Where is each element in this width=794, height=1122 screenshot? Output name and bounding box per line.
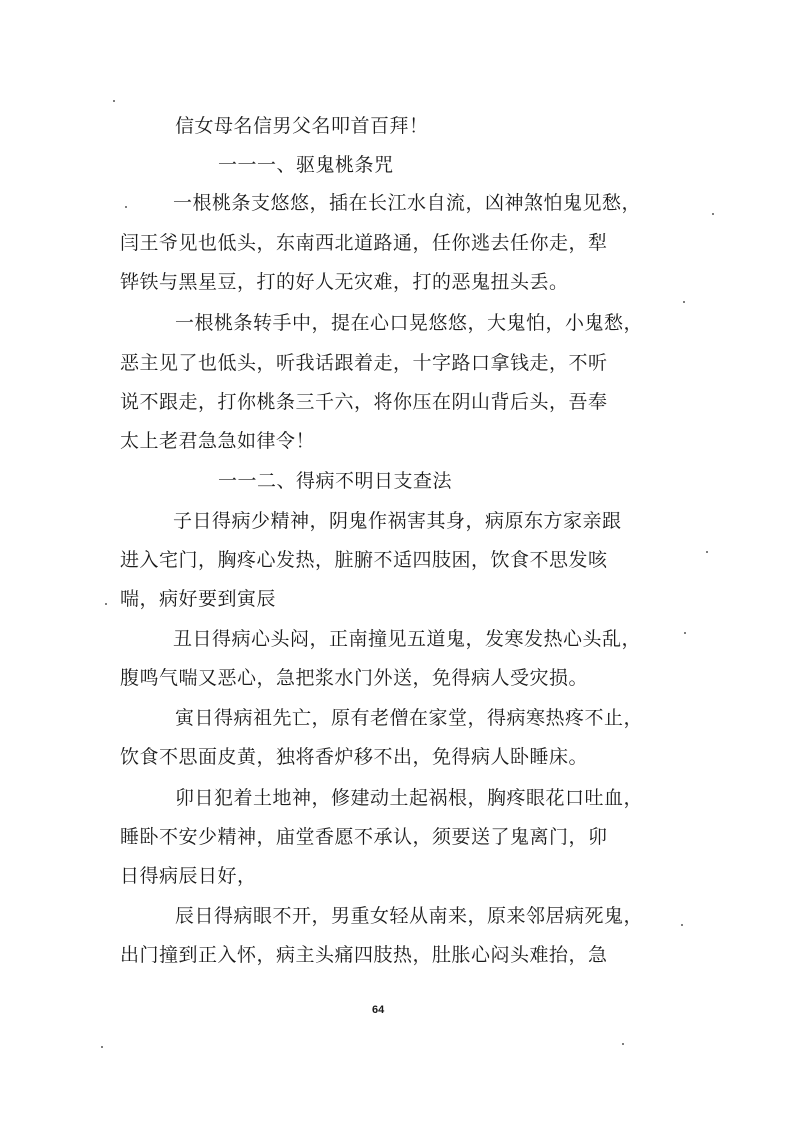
body-line: 恶主见了也低头，听我话跟着走，十字路口拿钱走，不听 [120, 352, 608, 374]
body-line: 日得病辰日好， [120, 865, 257, 887]
scan-speck [125, 206, 127, 208]
closing-line: 信女母名信男父名叩首百拜！ [175, 115, 429, 137]
body-line: 出门撞到正入怀，病主头痛四肢热，肚胀心闷头难抬，急 [120, 944, 608, 966]
scan-speck [105, 603, 107, 605]
scan-speck [113, 100, 115, 102]
body-line: 寅日得病祖先亡，原有老僧在家堂，得病寒热疼不止， [175, 707, 644, 729]
body-line: 丑日得病心头闷，正南撞见五道鬼，发寒发热心头乱， [173, 628, 642, 650]
body-line: 饮食不思面皮黄，独将香炉移不出，免得病人卧睡床。 [120, 746, 589, 768]
body-line: 铧铁与黑星豆，打的好人无灾难，打的恶鬼扭头丢。 [120, 271, 569, 293]
body-line: 喘，病好要到寅辰 [120, 588, 277, 610]
body-line: 闫王爷见也低头，东南西北道路通，任你逃去任你走，犁 [120, 232, 608, 254]
body-line: 一根桃条转手中，提在心口晃悠悠，大鬼怕，小鬼愁， [175, 312, 644, 334]
scan-speck [622, 1043, 624, 1045]
scan-speck [712, 213, 714, 215]
scan-speck [681, 924, 683, 926]
body-line: 太上老君急急如律令！ [120, 430, 316, 452]
scan-speck [706, 551, 708, 553]
body-line: 进入宅门，胸疼心发热，脏腑不适四肢困，饮食不思发咳 [120, 549, 608, 571]
page-number: 64 [372, 1004, 385, 1016]
body-line: 睡卧不安少精神，庙堂香愿不承认，须要送了鬼离门，卯 [120, 826, 608, 848]
scan-speck [683, 301, 685, 303]
body-line: 辰日得病眼不开，男重女轻从南来，原来邻居病死鬼， [175, 905, 644, 927]
body-line: 卯日犯着土地神，修建动土起祸根，胸疼眼花口吐血， [175, 787, 644, 809]
body-line: 子日得病少精神，阴鬼作祸害其身，病原东方家亲跟 [173, 510, 622, 532]
body-line: 说不跟走，打你桃条三千六，将你压在阴山背后头，吾奉 [120, 391, 608, 413]
scan-speck [684, 632, 686, 634]
section-heading: 一一二、得病不明日支查法 [218, 470, 453, 492]
body-line: 腹鸣气喘又恶心，急把浆水门外送，免得病人受灾损。 [120, 667, 589, 689]
body-line: 一根桃条支悠悠，插在长江水自流，凶神煞怕鬼见愁， [173, 192, 642, 214]
section-heading: 一一一、驱鬼桃条咒 [218, 154, 394, 176]
scan-speck [101, 1046, 103, 1048]
